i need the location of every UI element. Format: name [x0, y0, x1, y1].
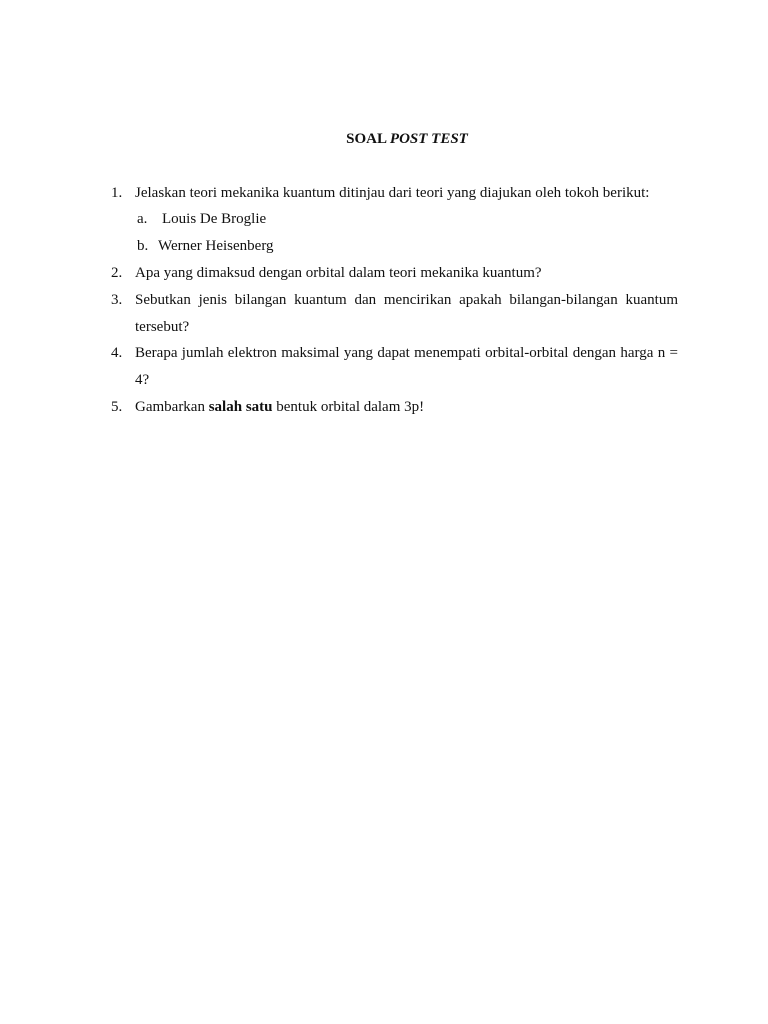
- question-number: 5.: [111, 399, 123, 415]
- title-italic: POST TEST: [389, 131, 468, 147]
- question-number: 3.: [111, 292, 123, 308]
- question-4-line-2: 4?: [135, 372, 150, 388]
- question-3-line-2: tersebut?: [135, 319, 190, 335]
- sub-item-a-text: Louis De Broglie: [162, 211, 267, 227]
- question-4-line-1: Berapa jumlah elektron maksimal yang dapat menempati orbital-orbital dengan harga n =: [135, 345, 678, 361]
- sub-item-a-letter: a.: [137, 211, 148, 227]
- question-number: 4.: [111, 345, 123, 361]
- question-number: 1.: [111, 185, 123, 201]
- question-5-text-after: bentuk orbital dalam 3p!: [272, 399, 425, 415]
- question-2-text: Apa yang dimaksud dengan orbital dalam teori mekanika kuantum?: [135, 265, 542, 281]
- question-number: 2.: [111, 265, 123, 281]
- document-title: [0, 129, 768, 149]
- question-1-text: Jelaskan teori mekanika kuantum ditinjau dari teori yang diajukan oleh tokoh berikut:: [135, 185, 650, 201]
- sub-item-b-letter: b.: [137, 238, 149, 254]
- question-5-text-bold: salah satu: [208, 399, 273, 415]
- question-5-text: [135, 397, 424, 417]
- question-3-line-1: Sebutkan jenis bilangan kuantum dan mencirikan apakah bilangan-bilangan kuantum: [135, 292, 678, 308]
- sub-item-b-text: Werner Heisenberg: [158, 238, 274, 254]
- title-prefix: SOAL: [346, 131, 390, 147]
- question-5-text-before: Gambarkan: [135, 399, 209, 415]
